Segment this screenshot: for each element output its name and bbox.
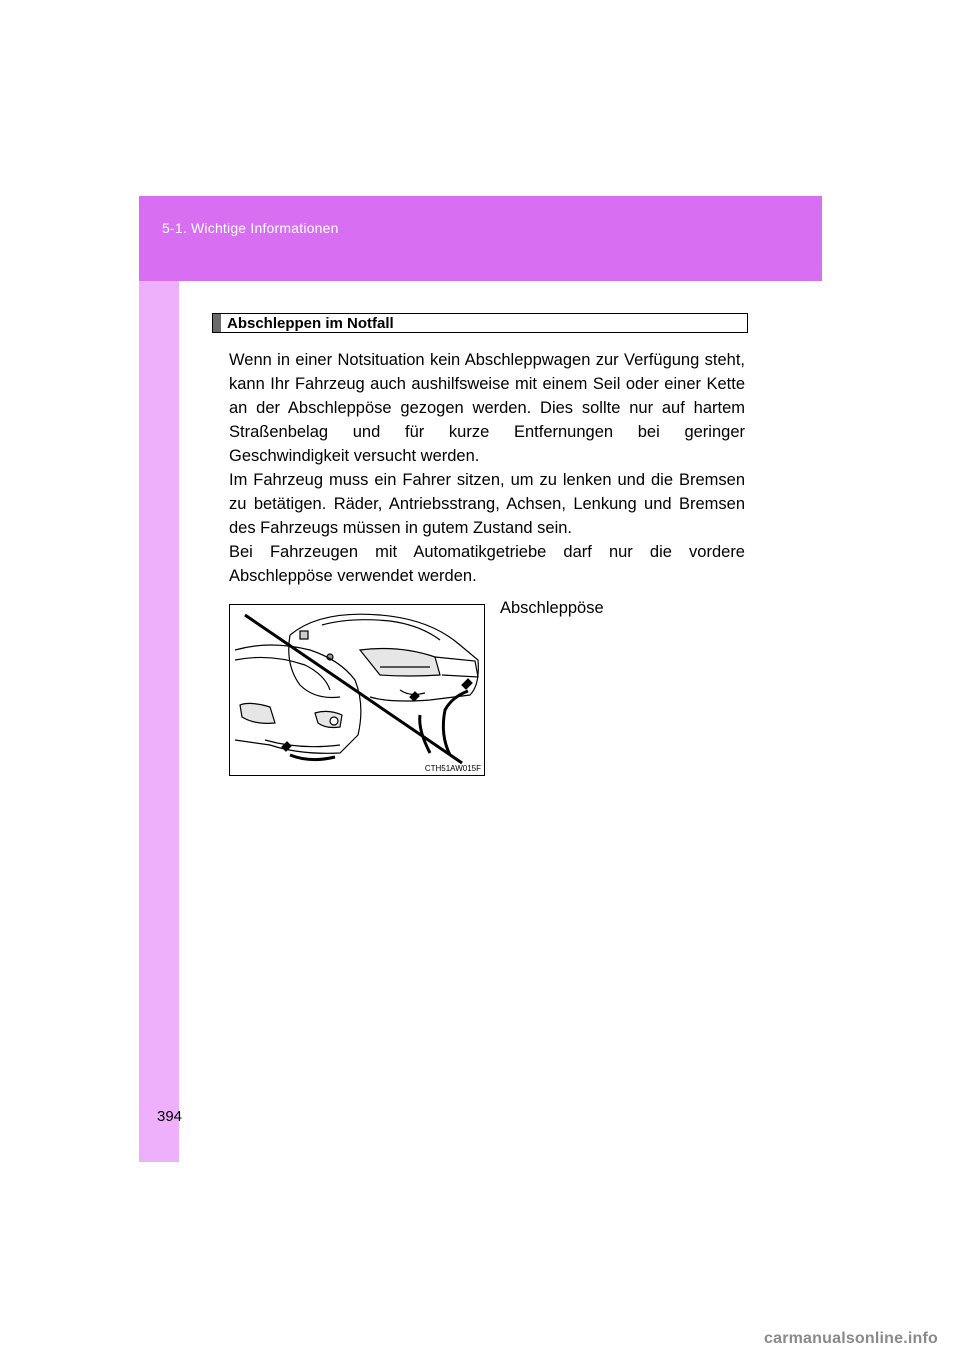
watermark-text: carmanualsonline.info [764,1330,939,1347]
page-number: 394 [157,1108,183,1125]
towing-eyelet-illustration [229,604,485,776]
chapter-label: 5-1. Wichtige Informationen [162,220,339,236]
figure-code: CTH51AW015F [424,764,481,773]
chapter-header-band [139,196,822,281]
section-title: Abschleppen im Notfall [227,314,394,332]
side-color-band [139,196,179,1162]
figure-callout: Abschleppöse [500,599,604,617]
car-illustration [230,605,486,777]
body-paragraph-1 [229,348,745,540]
paragraph-automatic-transmission: Bei Fahrzeugen mit Automatikgetriebe darf nur die vordere Abschleppöse verwendet werden. [229,543,745,585]
paragraph-driver-requirements: Im Fahrzeug muss ein Fahrer sitzen, um zu lenken und die Bremsen zu betätigen. Räder, Antriebsstrang, Achsen, Lenkung und Bremsen des Fahrzeugs müssen in gutem Zustand sein. [229,471,745,537]
heading-marker [213,314,221,332]
section-heading [212,313,748,333]
paragraph-towing-conditions: Wenn in einer Notsituation kein Abschleppwagen zur Verfügung steht, kann Ihr Fahrzeug auch aushilfsweise mit einem Seil oder einer Kette an der Abschleppöse gezogen werden. Dies sollte nur auf hartem Straßenbelag und für kurze Entfernungen bei geringer Geschwindigkeit versucht werden. [229,351,745,465]
